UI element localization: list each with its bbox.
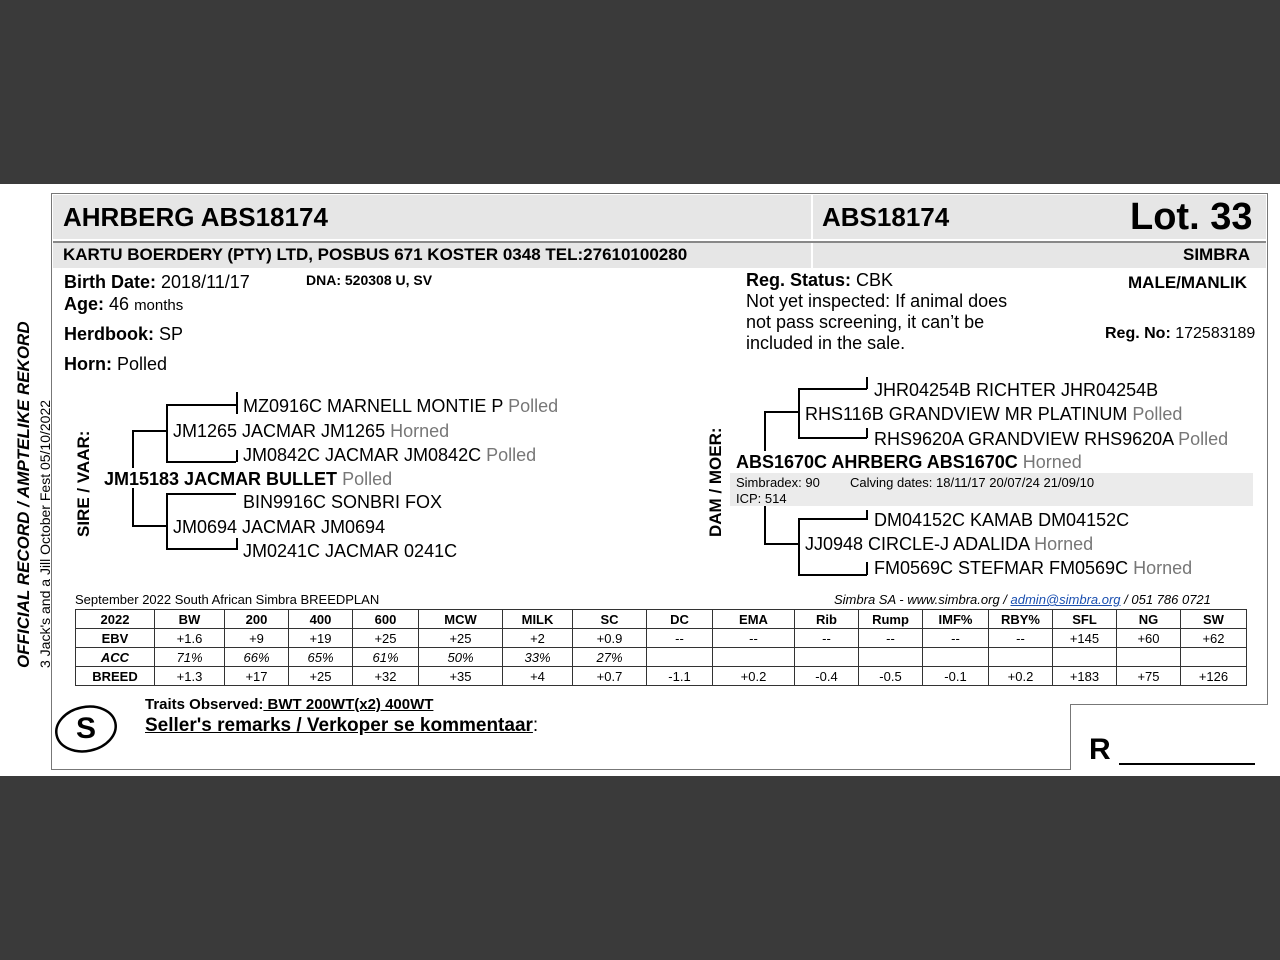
table-cell: [989, 648, 1053, 667]
sire-dam: JM0694 JACMAR JM0694: [173, 517, 386, 537]
pedigree-line: [764, 411, 766, 451]
sire-sire-dam: JM0842C JACMAR JM0842C Polled: [243, 445, 537, 465]
table-cell: [1181, 648, 1247, 667]
calving-dates: Calving dates: 18/11/17 20/07/24 21/09/10: [850, 475, 1095, 490]
table-cell: +2: [503, 629, 573, 648]
icp: ICP: 514: [736, 491, 787, 506]
table-row: [76, 629, 1247, 648]
pedigree-line: [866, 428, 868, 438]
table-row: [76, 667, 1247, 686]
table-cell: --: [713, 629, 795, 648]
pedigree-line: [166, 404, 168, 462]
table-cell: +25: [419, 629, 503, 648]
table-cell: --: [923, 629, 989, 648]
dam-dam-sire: DM04152C KAMAB DM04152C: [874, 510, 1130, 530]
logo-letter: S: [75, 712, 97, 745]
table-cell: 71%: [155, 648, 225, 667]
table-cell: [1117, 648, 1181, 667]
pedigree-line: [166, 404, 236, 406]
table-cell: +19: [289, 629, 353, 648]
seller-remarks: Seller's remarks / Verkoper se kommentaar:: [145, 715, 539, 736]
table-cell: +1.6: [155, 629, 225, 648]
table-cell: MCW: [419, 610, 503, 629]
pedigree-line: [236, 450, 238, 462]
table-cell: +0.9: [573, 629, 647, 648]
pedigree-line: [764, 411, 799, 413]
sex-label: MALE/MANLIK: [1128, 273, 1247, 292]
table-cell: +145: [1053, 629, 1117, 648]
table-cell: -0.5: [859, 667, 923, 686]
pedigree-line: [798, 518, 800, 575]
table-cell: SFL: [1053, 610, 1117, 629]
pedigree-line: [132, 488, 134, 526]
dam-label: DAM / MOER:: [706, 427, 725, 537]
table-cell: 600: [353, 610, 419, 629]
table-cell: +17: [225, 667, 289, 686]
age: Age: 46 months: [64, 294, 184, 314]
dam-dam: JJ0948 CIRCLE-J ADALIDA Horned: [805, 534, 1094, 554]
table-cell: 27%: [573, 648, 647, 667]
table-cell: [1053, 648, 1117, 667]
table-cell: DC: [647, 610, 713, 629]
sire: JM15183 JACMAR BULLET Polled: [104, 469, 393, 489]
reg-status: Reg. Status: CBK: [746, 270, 894, 290]
table-cell: EMA: [713, 610, 795, 629]
table-row: [76, 648, 1247, 667]
table-cell: --: [989, 629, 1053, 648]
table-cell: --: [859, 629, 923, 648]
table-cell: [713, 648, 795, 667]
sire-sire: JM1265 JACMAR JM1265 Horned: [173, 421, 450, 441]
reg-note-line-1: Not yet inspected: If animal does: [746, 291, 1008, 311]
table-cell: SC: [573, 610, 647, 629]
table-cell: Rib: [795, 610, 859, 629]
event-label: 3 Jack's and a Jill October Fest 05/10/2022: [37, 399, 53, 668]
table-cell: +25: [289, 667, 353, 686]
table-cell: NG: [1117, 610, 1181, 629]
registration-id: ABS18174: [822, 202, 950, 232]
animal-name: AHRBERG ABS18174: [63, 202, 328, 232]
herdbook: Herdbook: SP: [64, 324, 184, 344]
price-symbol: R: [1089, 733, 1111, 766]
simbra-logo: [53, 702, 119, 761]
dam-dam-dam: FM0569C STEFMAR FM0569C Horned: [874, 558, 1193, 578]
table-cell: [859, 648, 923, 667]
reg-note-line-2: not pass screening, it can’t be: [746, 312, 985, 332]
table-cell: +4: [503, 667, 573, 686]
pedigree-line: [798, 388, 867, 390]
table-row-label: BREED: [76, 667, 155, 686]
table-row-label: 2022: [76, 610, 155, 629]
table-cell: +0.7: [573, 667, 647, 686]
dam: ABS1670C AHRBERG ABS1670C Horned: [736, 452, 1082, 472]
table-cell: +183: [1053, 667, 1117, 686]
pedigree-line: [236, 392, 238, 414]
pedigree-line: [132, 525, 168, 527]
pedigree-line: [132, 430, 168, 432]
pedigree-line: [166, 548, 236, 550]
reg-number: Reg. No: 172583189: [1105, 325, 1256, 342]
contact-info: Simbra SA - www.simbra.org / admin@simbra.org / 051 786 0721: [834, 592, 1211, 607]
table-cell: 66%: [225, 648, 289, 667]
table-cell: 61%: [353, 648, 419, 667]
horn-status: Horn: Polled: [64, 354, 168, 374]
table-cell: 200: [225, 610, 289, 629]
dam-sire: RHS116B GRANDVIEW MR PLATINUM Polled: [805, 404, 1183, 424]
table-cell: [923, 648, 989, 667]
owner-address: KARTU BOERDERY (PTY) LTD, POSBUS 671 KOSTER 0348 TEL:27610100280: [63, 245, 688, 264]
table-cell: [795, 648, 859, 667]
pedigree-line: [166, 493, 168, 549]
table-cell: +25: [353, 629, 419, 648]
table-cell: --: [647, 629, 713, 648]
table-cell: +62: [1181, 629, 1247, 648]
simbradex: Simbradex: 90: [736, 475, 820, 490]
pedigree-line: [866, 562, 868, 575]
pedigree-line: [798, 437, 867, 439]
table-cell: +75: [1117, 667, 1181, 686]
table-cell: +0.2: [713, 667, 795, 686]
sire-sire-sire: MZ0916C MARNELL MONTIE P Polled: [243, 396, 559, 416]
table-cell: 400: [289, 610, 353, 629]
email-link[interactable]: admin@simbra.org: [1010, 592, 1121, 607]
sire-label: SIRE / VAAR:: [74, 430, 93, 537]
sire-dam-sire: BIN9916C SONBRI FOX: [243, 492, 443, 512]
traits-observed: Traits Observed: BWT 200WT(x2) 400WT: [145, 696, 434, 713]
official-record-label: OFFICIAL RECORD / AMPTELIKE REKORD: [14, 321, 33, 668]
pedigree-line: [166, 493, 236, 495]
table-cell: RBY%: [989, 610, 1053, 629]
ebv-table: [75, 609, 1247, 686]
table-cell: IMF%: [923, 610, 989, 629]
pedigree-line: [236, 538, 238, 550]
pedigree-line: [764, 506, 766, 544]
table-cell: 33%: [503, 648, 573, 667]
table-cell: -0.1: [923, 667, 989, 686]
table-cell: Rump: [859, 610, 923, 629]
pedigree-line: [798, 574, 867, 576]
price-field-line[interactable]: [1119, 763, 1255, 765]
pedigree-line: [132, 430, 134, 468]
table-cell: +9: [225, 629, 289, 648]
dam-sire-dam: RHS9620A GRANDVIEW RHS9620A Polled: [874, 429, 1229, 449]
table-cell: -1.1: [647, 667, 713, 686]
table-cell: 50%: [419, 648, 503, 667]
table-row-label: EBV: [76, 629, 155, 648]
breed-name: SIMBRA: [1183, 245, 1251, 264]
table-cell: BW: [155, 610, 225, 629]
dam-sire-sire: JHR04254B RICHTER JHR04254B: [874, 380, 1159, 400]
pedigree-line: [166, 461, 236, 463]
table-cell: +126: [1181, 667, 1247, 686]
dna-info: DNA: 520308 U, SV: [306, 272, 433, 288]
table-cell: -0.4: [795, 667, 859, 686]
lot-number: Lot. 33: [1130, 196, 1253, 238]
table-row-label: ACC: [76, 648, 155, 667]
table-cell: +35: [419, 667, 503, 686]
simbra-logo-icon: [53, 702, 119, 756]
breedplan-source: September 2022 South African Simbra BREEDPLAN: [75, 592, 380, 607]
table-cell: 65%: [289, 648, 353, 667]
sire-dam-dam: JM0241C JACMAR 0241C: [243, 541, 458, 561]
table-cell: +60: [1117, 629, 1181, 648]
table-cell: --: [795, 629, 859, 648]
reg-note-line-3: included in the sale.: [746, 333, 906, 353]
pedigree-line: [798, 388, 800, 438]
table-cell: +32: [353, 667, 419, 686]
pedigree-line: [866, 510, 868, 520]
table-cell: [647, 648, 713, 667]
table-header-row: [76, 610, 1247, 629]
table-cell: SW: [1181, 610, 1247, 629]
pedigree-line: [764, 543, 799, 545]
table-cell: MILK: [503, 610, 573, 629]
pedigree-line: [798, 518, 867, 520]
table-cell: +1.3: [155, 667, 225, 686]
table-cell: +0.2: [989, 667, 1053, 686]
birth-date: Birth Date: 2018/11/17: [64, 272, 250, 292]
